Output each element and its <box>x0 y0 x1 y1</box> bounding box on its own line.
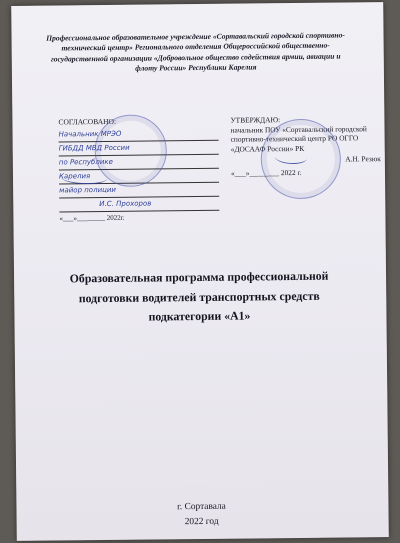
year: 2022 год <box>184 516 219 527</box>
approved-position: начальник ПОУ «Сортавальский городской спортивно-технический центр РО ОГГО «ДОСААФ России» РК <box>230 123 367 154</box>
organization-header: Профессиональное образовательное учреждение «Сортавальский городской спортивно-технический центр» Регионального отделения Общероссийской общественно-государственной организации «Добровольное общество содействия армии, авиации и флоту России» Республики Карелия <box>46 30 345 73</box>
document-title: Образовательная программа профессиональной подготовки водителей транспортных средств подкатегории «А1» <box>69 268 329 324</box>
agreed-date: «___»________ 2022г. <box>59 213 125 223</box>
agreed-line-4: Карелия <box>59 169 219 185</box>
approved-signatory: А.Н. Резюк <box>345 154 381 164</box>
city: г. Сортавала <box>177 501 226 513</box>
document-footer <box>136 499 266 529</box>
document-page <box>11 2 389 541</box>
agreed-line-5: майор полиции <box>59 183 219 199</box>
agreed-line-1: Начальник МРЭО <box>58 127 218 143</box>
agreed-label: СОГЛАСОВАНО: <box>58 116 117 127</box>
approved-label: УТВЕРЖДАЮ: <box>230 115 281 125</box>
agreed-line-6: И.С. Прохоров <box>59 197 219 213</box>
agreed-line-2: ГИБДД МВД России <box>59 141 219 157</box>
agreed-line-3: по Республике <box>59 155 219 171</box>
approved-date: «___»________ 2022 г. <box>230 167 302 178</box>
